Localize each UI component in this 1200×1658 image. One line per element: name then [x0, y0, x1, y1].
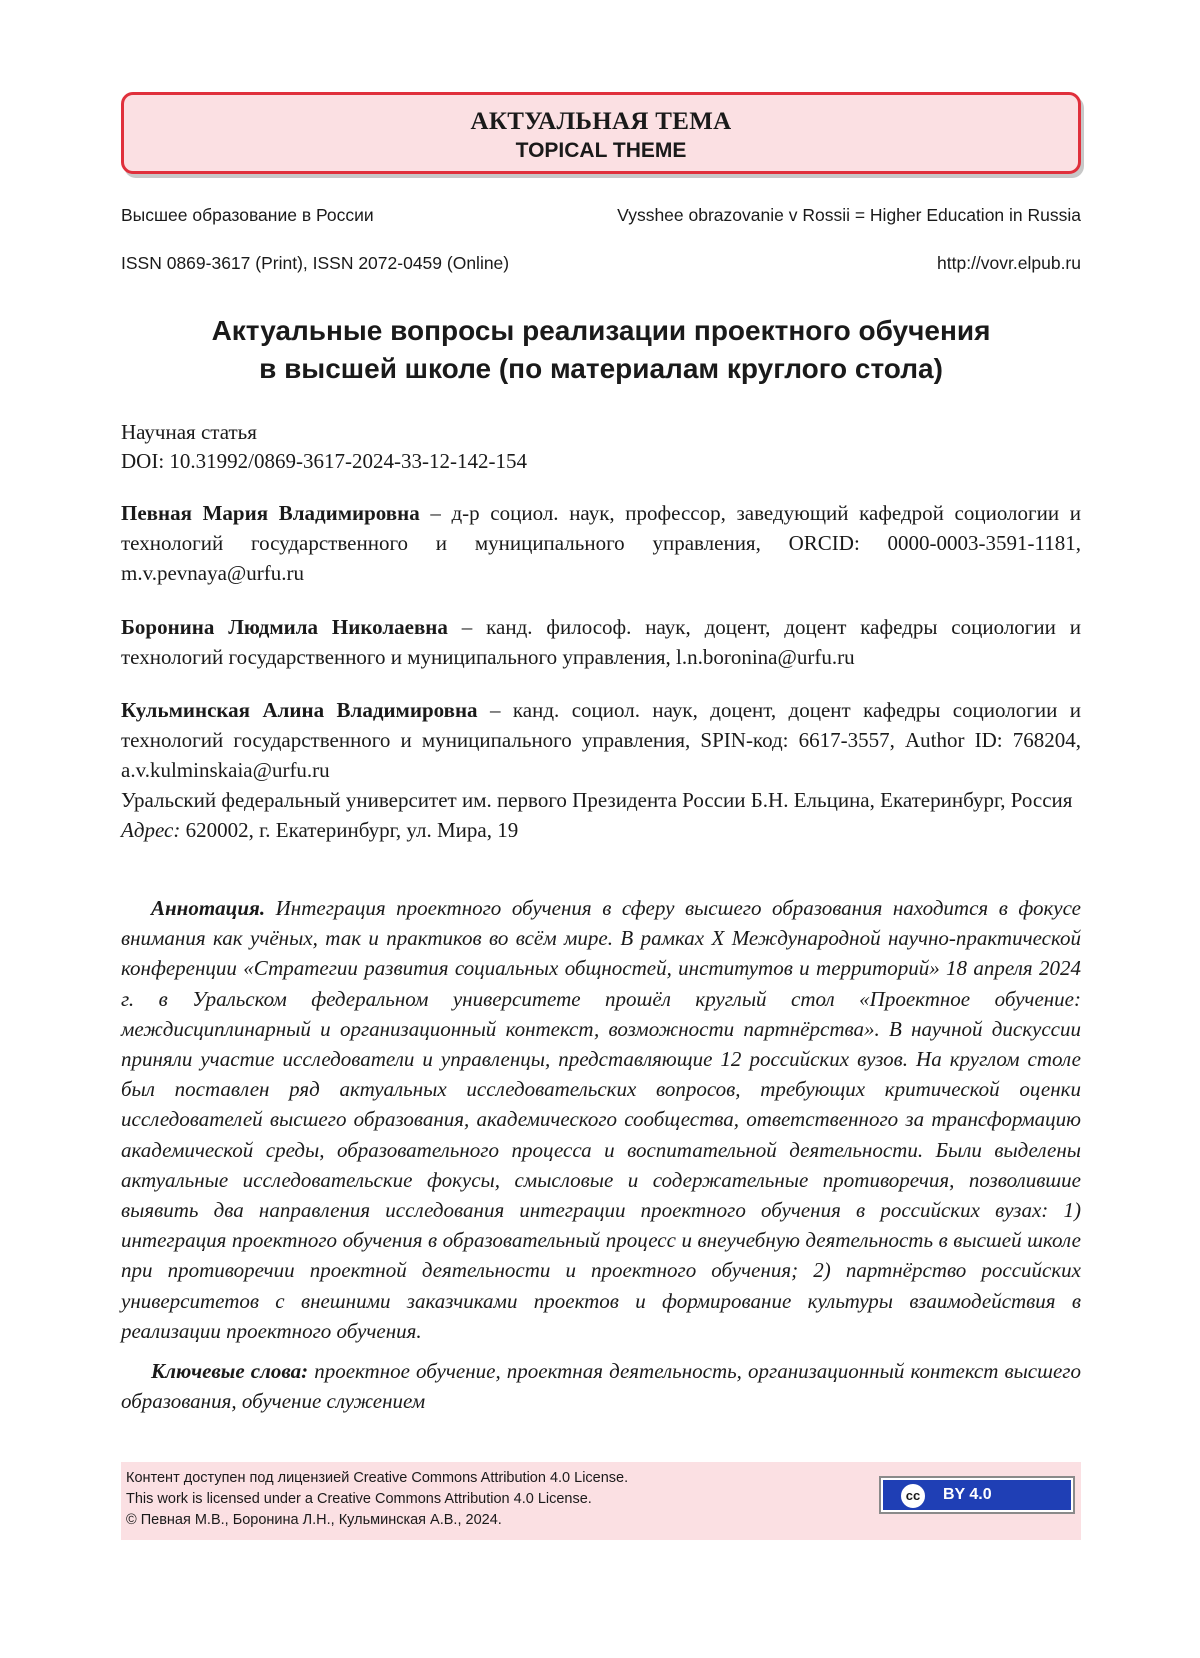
keywords-text: проектное обучение, проектная деятельность, организационный контекст высшего образования, обучение служением [121, 1359, 1081, 1414]
affiliation: Уральский федеральный университет им. первого Президента России Б.Н. Ельцина, Екатеринбург, Россия [121, 788, 1073, 812]
journal-issn: ISSN 0869-3617 (Print), ISSN 2072-0459 (Online) [121, 253, 510, 273]
license-line-en: This work is licensed under a Creative Commons Attribution 4.0 License. [126, 1491, 592, 1507]
section-banner [121, 92, 1081, 174]
author-1-name: Певная Мария Владимировна [121, 501, 420, 525]
license-box [121, 1462, 1081, 1540]
abstract-text: Интеграция проектного обучения в сферу высшего образования находится в фокусе внимания как учёных, так и практиков во всём мире. В рамках X Международной научно-практической конференции «Стратегии развития социальных общностей, институтов и территорий» 18 апреля 2024 г. в Уральском федеральном университете прошёл круглый стол «Проектное обучение: междисциплинарный и организационный контекст, возможности партнёрства». В научной дискуссии приняли участие исследователи и управленцы, представляющие 12 российских вузов. На круглом столе был поставлен ряд актуальных исследовательских вопросов, требующих критической оценки исследователей высшего образования, академического сообщества, ответственного за трансформацию академической среды, образовательного процесса и воспитательной деятельности. Были выделены актуальные исследовательские фокусы, смысловые и содержательные противоречия, позволившие выявить два направления исследования интеграции проектного обучения в российских вузах: 1) интеграция проектного обучения в образовательный процесс и внеучебную деятельность в высшей школе при противоречии проектной деятельности и проектного обучения; 2) партнёрство российских университетов с внешними заказчиками проектов и формирование культуры взаимодействия в реализации проектного обучения. [121, 896, 1081, 1343]
author-3-and-affiliation [121, 695, 1081, 845]
address-value: 620002, г. Екатеринбург, ул. Мира, 19 [180, 818, 519, 842]
section-title-ru: АКТУАЛЬНАЯ ТЕМА [470, 108, 732, 135]
article-title-line2: в высшей школе (по материалам круглого стола) [259, 353, 943, 384]
author-1 [121, 498, 1081, 588]
cc-icon: cc [899, 1482, 927, 1510]
article-title-line1: Актуальные вопросы реализации проектного обучения [211, 315, 991, 346]
article-meta [121, 418, 1081, 476]
journal-name-ru: Высшее образование в России [121, 205, 374, 225]
address-label: Адрес: [121, 818, 181, 842]
abstract [121, 893, 1081, 1346]
author-2 [121, 612, 1081, 672]
keywords-label: Ключевые слова: [151, 1359, 309, 1384]
license-line-ru: Контент доступен под лицензией Creative Commons Attribution 4.0 License. [126, 1470, 629, 1486]
journal-name-translit: Vysshee obrazovanie v Rossii = Higher Education in Russia [617, 205, 1081, 225]
address [121, 815, 1081, 845]
article-doi[interactable]: DOI: 10.31992/0869-3617-2024-33-12-142-154 [121, 449, 527, 473]
article-type: Научная статья [121, 420, 257, 444]
keywords [121, 1356, 1081, 1416]
author-2-details: – канд. философ. наук, доцент, доцент кафедры социологии и технологий государственного и муниципального управления, l.n.boronina@urfu.ru [121, 615, 1081, 669]
abstract-section [121, 893, 1081, 1426]
article-title [121, 312, 1081, 388]
section-title-en: TOPICAL THEME [515, 139, 687, 162]
abstract-label: Аннотация. [151, 896, 266, 920]
author-3-details: – канд. социол. наук, доцент, доцент кафедры социологии и технологий государственного и муниципального управления, SPIN-код: 6617-3557, Author ID: 768204, a.v.kulminskaia@urfu.ru [121, 698, 1081, 782]
license-text [126, 1468, 628, 1531]
cc-badge-label: BY 4.0 [943, 1486, 992, 1503]
author-3 [121, 695, 1081, 785]
copyright-line: © Певная М.В., Боронина Л.Н., Кульминская А.В., 2024. [126, 1512, 502, 1528]
cc-by-badge[interactable] [879, 1476, 1075, 1514]
journal-url[interactable]: http://vovr.elpub.ru [937, 253, 1081, 273]
author-3-name: Кульминская Алина Владимировна [121, 698, 478, 722]
author-2-name: Боронина Людмила Николаевна [121, 615, 448, 639]
author-1-details: – д-р социол. наук, профессор, заведующий кафедрой социологии и технологий государственного и муниципального управления, ORCID: 0000-0003-3591-1181, m.v.pevnaya@urfu.ru [121, 501, 1081, 585]
cc-badge-fill [883, 1480, 1071, 1510]
